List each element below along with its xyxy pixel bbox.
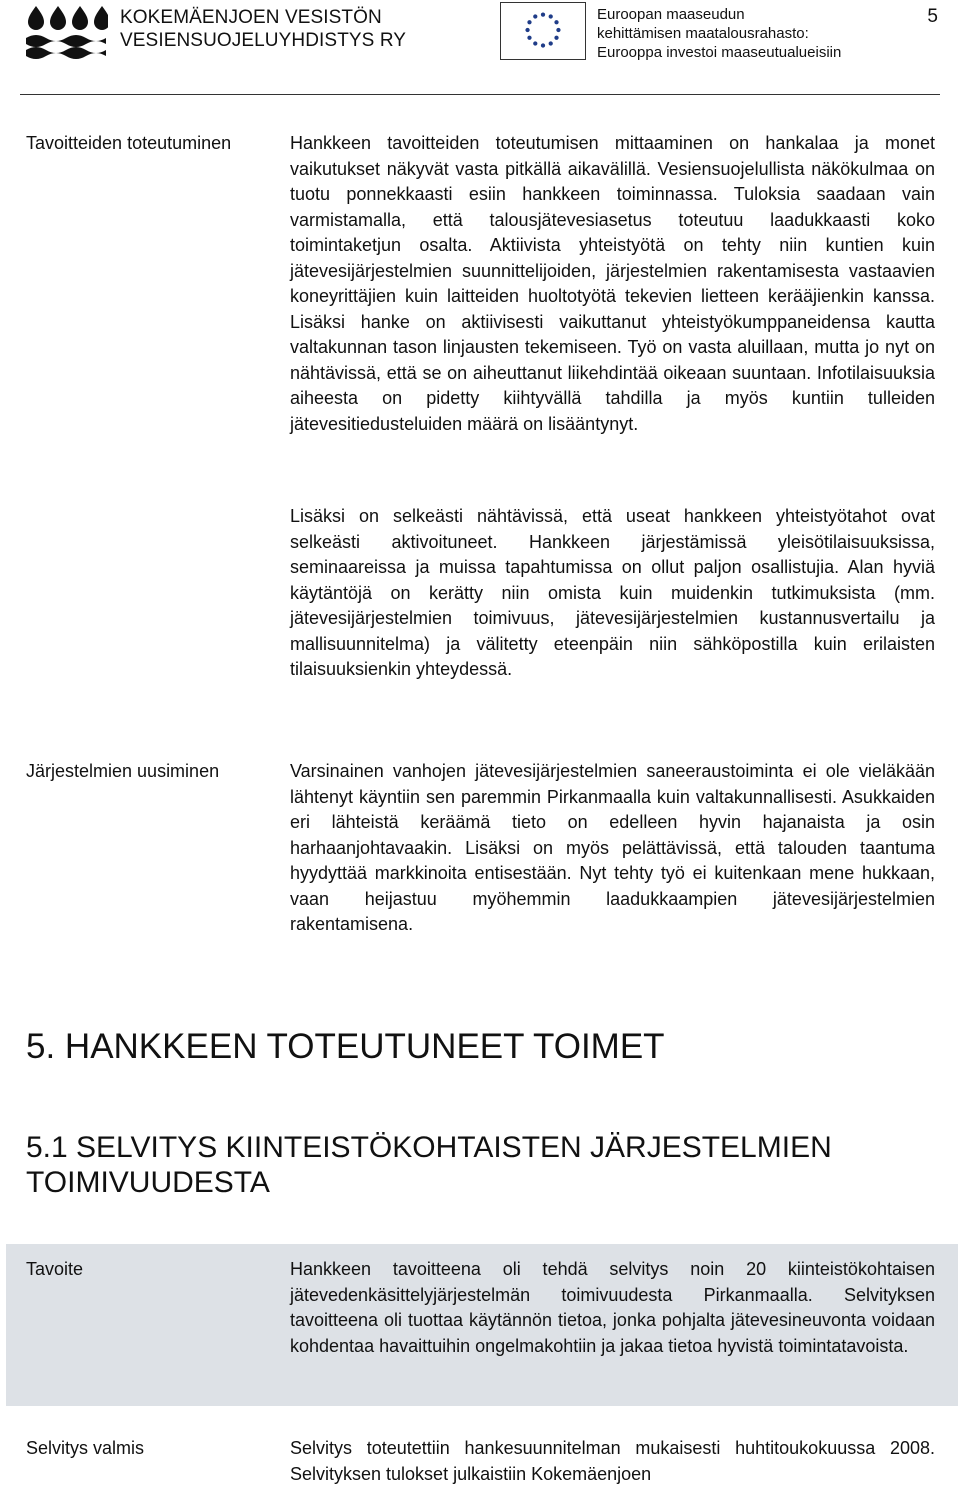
eu-text-line2: kehittämisen maatalousrahasto: — [597, 25, 809, 42]
water-drops-logo-icon — [26, 4, 108, 66]
page-header — [0, 0, 960, 96]
survey-ready-label: Selvitys valmis — [26, 1438, 145, 1458]
goal-paragraph: Hankkeen tavoitteena oli tehdä selvitys noin 20 kiinteistökohtaisen jätevedenkäsittelyjärjestelmän toimivuudesta Pirkanmaalla. Selvityksen tavoitteena oli tuottaa käytännön tietoa, jonka pohjalta jätevesineuvonta voidaan kohdentaa havaittuihin ongelmakohtiin ja jakaa tietoa hyvistä toimintatavoista. — [290, 1259, 935, 1356]
survey-ready-paragraph: Selvitys toteutettiin hankesuunnitelman mukaisesti huhtitoukokuussa 2008. Selvityksen tulokset julkaistiin Kokemäenjoen — [290, 1438, 935, 1484]
goal-label: Tavoite — [26, 1259, 84, 1279]
header-divider — [20, 94, 940, 95]
org-name-line2: VESIENSUOJELUYHDISTYS RY — [120, 30, 407, 51]
eu-text-line1: Euroopan maaseudun — [597, 6, 745, 23]
section-heading-5: 5. HANKKEEN TOTEUTUNEET TOIMET — [26, 1027, 665, 1066]
goals-paragraph-2: Lisäksi on selkeästi nähtävissä, että useat hankkeen yhteistyötahot ovat selkeästi aktivoituneet. Hankkeen järjestämissä yleisötilaisuuksissa, seminaareissa ja muissa tapahtumissa on ollut paljon osallistujia. Alan hyviä käytäntöjä on kerätty niin omista kuin muidenkin tutkimuksista (mm. jätevesijärjestelmien toimivuus, jätevesijärjestelmien kustannusvertailu ja mallisuunnitelma) ja välitetty eteenpäin niin sähköpostilla kuin erilaisten tilaisuuksienkin yhteydessä. — [290, 506, 935, 679]
organization-name — [120, 6, 406, 52]
goals-label: Tavoitteiden toteutuminen — [26, 133, 232, 153]
goals-paragraph-1: Hankkeen tavoitteiden toteutumisen mittaaminen on hankalaa ja monet vaikutukset näkyvät vasta pitkällä aikavälillä. Vesiensuojelullista näkökulmaa on tuotu ponnekkaasti esiin hankkeen toiminnassa. Tuloksia saadaan vain varmistamalla, että talousjätevesiasetus toteutuu laadukkaasti koko toimintaketjun osalta. Aktiivista yhteistyötä on tehty niin kuntien kuin jätevesijärjestelmien suunnittelijoiden, järjestelmien rakentamisesta vastaavien koneyrittäjien kuin laitteiden huoltotyötä tekevien lietteen kerääjienkin kanssa. Lisäksi hanke on aktiivisesti vaikuttanut yhteistyökumppaneidensa kautta valtakunnan tason linjausten tekemiseen. Työ on vasta aluillaan, mutta jo nyt on nähtävissä, että se on aiheuttanut liikehdintää oikeaan suuntaan. Infotilaisuuksia aiheesta on pidetty kiihtyvällä tahdilla ja myös kuntiin tulleiden jätevesitiedusteluiden määrä on lisääntynyt. — [290, 133, 935, 434]
eu-flag-icon — [500, 2, 586, 60]
page-number: 5 — [927, 6, 938, 27]
renewal-paragraph: Varsinainen vanhojen jätevesijärjestelmien saneeraustoiminta ei ole vieläkään lähtenyt käyntiin sen paremmin Pirkanmaalla kuin valtakunnallisesti. Asukkaiden eri lähteistä keräämä tieto on edelleen hyvin hajanaista ja osin harhaanjohtavaakin. Lisäksi on myös pelättävissä, että talouden taantuma hyydyttää markkinoita entisestään. Nyt tehty työ ei kuitenkaan mene hukkaan, vaan heijastuu myöhemmin laadukkaampien jätevesijärjestelmien rakentamisena. — [290, 761, 935, 934]
renewal-label: Järjestelmien uusiminen — [26, 761, 220, 781]
org-name-line1: KOKEMÄENJOEN VESISTÖN — [120, 7, 382, 28]
eu-fund-text — [597, 5, 841, 62]
section-heading-5-1: 5.1 SELVITYS KIINTEISTÖKOHTAISTEN JÄRJESTELMIEN TOIMIVUUDESTA — [26, 1131, 832, 1199]
eu-text-line3: Eurooppa investoi maaseutualueisiin — [597, 44, 842, 61]
